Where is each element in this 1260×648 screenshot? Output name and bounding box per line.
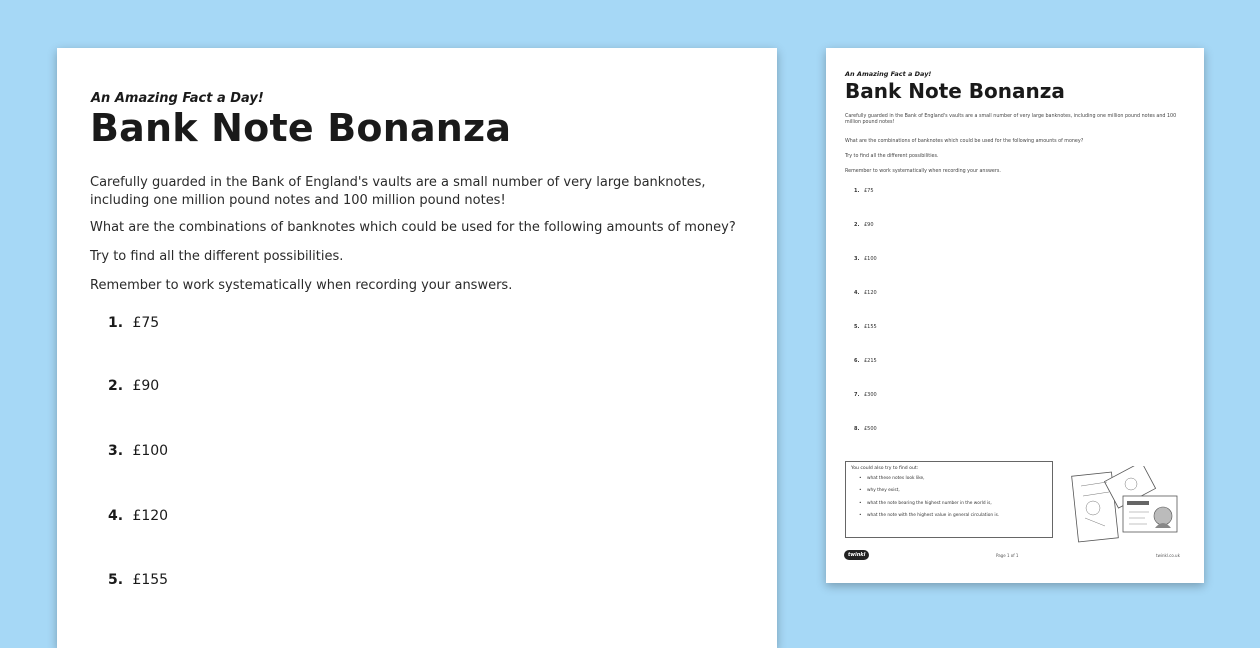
- preview-question-amount: £215: [864, 358, 877, 364]
- question-amount: £155: [132, 572, 169, 588]
- preview-question-number: 6.: [854, 358, 860, 364]
- extension-lead: You could also try to find out:: [851, 466, 919, 471]
- preview-instruction-systematic: Remember to work systematically when recording your answers.: [845, 169, 1001, 174]
- preview-question-amount: £120: [864, 290, 877, 296]
- question-item: [108, 443, 168, 459]
- question-number: 4.: [108, 508, 124, 524]
- question-number: 2.: [108, 378, 124, 394]
- question-item: [108, 508, 168, 524]
- preview-question-number: 5.: [854, 324, 860, 330]
- preview-question: What are the combinations of banknotes which could be used for the following amounts of money?: [845, 139, 1084, 144]
- preview-question-item: [854, 324, 877, 330]
- banknotes-illustration: [1071, 466, 1181, 546]
- preview-instruction-possibilities: Try to find all the different possibilities.: [845, 154, 939, 159]
- question-amount: £100: [132, 443, 169, 459]
- question-item: [108, 378, 159, 394]
- twinkl-logo: twinkl: [844, 550, 869, 560]
- preview-question-amount: £155: [864, 324, 877, 330]
- preview-question-amount: £90: [864, 222, 874, 228]
- preview-title: Bank Note Bonanza: [845, 79, 1065, 103]
- preview-question-item: [854, 290, 877, 296]
- preview-question-item: [854, 188, 874, 194]
- question-amount: £120: [132, 508, 169, 524]
- preview-question-amount: £500: [864, 426, 877, 432]
- worksheet-preview: [826, 48, 1204, 583]
- preview-subtitle: An Amazing Fact a Day!: [845, 70, 932, 78]
- preview-question-number: 2.: [854, 222, 860, 228]
- extension-item: • what the note bearing the highest number in the world is,: [867, 501, 1047, 506]
- question-number: 1.: [108, 315, 124, 331]
- preview-question-item: [854, 392, 877, 398]
- question-item: [108, 315, 159, 331]
- preview-question-number: 3.: [854, 256, 860, 262]
- question-number: 5.: [108, 572, 124, 588]
- preview-question-item: [854, 256, 877, 262]
- preview-question-item: [854, 358, 877, 364]
- worksheet-title: Bank Note Bonanza: [90, 106, 512, 150]
- preview-question-number: 8.: [854, 426, 860, 432]
- preview-question-number: 1.: [854, 188, 860, 194]
- extension-box: [845, 461, 1053, 538]
- preview-intro: Carefully guarded in the Bank of England's vaults are a small number of very large banknotes, including one million pound notes and 100 million pound notes!: [845, 114, 1177, 126]
- page-number: Page 1 of 1: [996, 553, 1019, 558]
- question-amount: £90: [132, 378, 160, 394]
- worksheet-subtitle: An Amazing Fact a Day!: [91, 91, 264, 106]
- extension-item: • what the note with the highest value in general circulation is.: [867, 513, 1047, 518]
- preview-question-amount: £100: [864, 256, 877, 262]
- question-paragraph: What are the combinations of banknotes which could be used for the following amounts of money?: [90, 220, 736, 235]
- extension-item: • what these notes look like,: [867, 476, 1047, 481]
- preview-question-amount: £75: [864, 188, 874, 194]
- extension-item: • why they exist,: [867, 488, 1047, 493]
- preview-question-item: [854, 222, 874, 228]
- site-url: twinkl.co.uk: [1156, 553, 1180, 558]
- preview-question-number: 7.: [854, 392, 860, 398]
- instruction-systematic: Remember to work systematically when recording your answers.: [90, 278, 513, 293]
- worksheet-zoomed: [57, 48, 777, 648]
- question-amount: £75: [132, 315, 160, 331]
- intro-paragraph: Carefully guarded in the Bank of England's vaults are a small number of very large banknotes, including one million pound notes and 100 million pound notes!: [90, 175, 706, 208]
- question-number: 3.: [108, 443, 124, 459]
- instruction-possibilities: Try to find all the different possibilities.: [90, 249, 344, 264]
- preview-question-item: [854, 426, 877, 432]
- extension-list: [851, 476, 1047, 518]
- preview-question-amount: £300: [864, 392, 877, 398]
- preview-question-number: 4.: [854, 290, 860, 296]
- question-item: [108, 572, 168, 588]
